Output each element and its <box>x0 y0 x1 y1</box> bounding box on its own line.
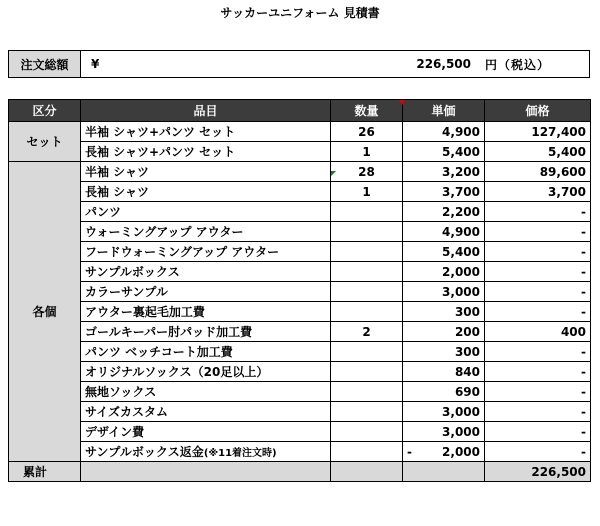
item-cell: デザイン費 <box>81 422 331 442</box>
item-cell: サイズカスタム <box>81 402 331 422</box>
unit-price-cell: 200 <box>403 322 485 342</box>
price-cell: - <box>485 422 591 442</box>
grand-total-blank <box>403 462 485 482</box>
item-cell: アウター裏起毛加工費 <box>81 302 331 322</box>
unit-price-cell: 3,700 <box>403 182 485 202</box>
unit-price-value: 2,000 <box>442 444 480 459</box>
price-cell: - <box>485 402 591 422</box>
unit-price-cell: 3,000 <box>403 282 485 302</box>
header-unit-price: 単価 <box>403 100 485 122</box>
unit-price-cell: 5,400 <box>403 242 485 262</box>
unit-price-cell: 300 <box>403 342 485 362</box>
price-cell: - <box>485 282 591 302</box>
category-cell-set: セット <box>9 122 81 162</box>
table-row <box>9 322 591 342</box>
qty-cell <box>331 302 403 322</box>
qty-cell: 26 <box>331 122 403 142</box>
page-title: サッカーユニフォーム 見積書 <box>220 6 380 20</box>
unit-price-cell: 3,000 <box>403 402 485 422</box>
order-total-box <box>8 50 590 78</box>
grand-total-blank <box>331 462 403 482</box>
table-row <box>9 242 591 262</box>
unit-price-cell: 690 <box>403 382 485 402</box>
price-cell: - <box>485 222 591 242</box>
comment-marker-icon <box>331 171 336 176</box>
table-row <box>9 362 591 382</box>
item-cell: カラーサンプル <box>81 282 331 302</box>
unit-price-cell: 4,900 <box>403 122 485 142</box>
item-cell: 長袖 シャツ+パンツ セット <box>81 142 331 162</box>
grand-total-row <box>9 462 591 482</box>
qty-cell: 1 <box>331 142 403 162</box>
item-cell: サンプルボックス <box>81 262 331 282</box>
unit-price-cell: 3,200 <box>403 162 485 182</box>
item-cell: 半袖 シャツ <box>81 162 331 182</box>
qty-cell: 2 <box>331 322 403 342</box>
item-label: サンプルボックス返金 <box>85 445 204 459</box>
qty-cell <box>331 282 403 302</box>
header-item: 品目 <box>81 100 331 122</box>
price-cell: - <box>485 262 591 282</box>
item-cell: オリジナルソックス（20足以上） <box>81 362 331 382</box>
price-cell: - <box>485 342 591 362</box>
qty-cell <box>331 222 403 242</box>
item-cell: フードウォーミングアップ アウター <box>81 242 331 262</box>
order-total-amount: 226,500 <box>416 57 471 71</box>
qty-cell: 28 <box>331 162 403 182</box>
item-cell: パンツ <box>81 202 331 222</box>
grand-total-label: 累計 <box>9 462 81 482</box>
unit-price-prefix: - <box>407 444 412 459</box>
table-row <box>9 342 591 362</box>
unit-price-cell: 300 <box>403 302 485 322</box>
item-note: (※11着注文時) <box>203 448 277 459</box>
table-row <box>9 382 591 402</box>
qty-cell <box>331 422 403 442</box>
header-category: 区分 <box>9 100 81 122</box>
qty-cell <box>331 342 403 362</box>
table-row <box>9 142 591 162</box>
price-cell: 127,400 <box>485 122 591 142</box>
qty-cell <box>331 382 403 402</box>
qty-cell <box>331 362 403 382</box>
price-cell: - <box>485 242 591 262</box>
table-row <box>9 122 591 142</box>
table-row <box>9 282 591 302</box>
table-header-row <box>9 100 591 122</box>
unit-price-cell <box>403 442 485 462</box>
price-cell: 89,600 <box>485 162 591 182</box>
grand-total-blank <box>81 462 331 482</box>
unit-price-cell: 3,000 <box>403 422 485 442</box>
qty-cell: 1 <box>331 182 403 202</box>
price-cell: - <box>485 302 591 322</box>
price-cell: 400 <box>485 322 591 342</box>
price-cell: 5,400 <box>485 142 591 162</box>
table-row <box>9 422 591 442</box>
estimate-table <box>8 99 591 482</box>
table-row <box>9 162 591 182</box>
unit-price-cell: 5,400 <box>403 142 485 162</box>
table-row <box>9 222 591 242</box>
price-cell: 3,700 <box>485 182 591 202</box>
unit-price-cell: 4,900 <box>403 222 485 242</box>
table-body <box>9 122 591 482</box>
item-cell: 無地ソックス <box>81 382 331 402</box>
item-cell: パンツ ベッチコート加工費 <box>81 342 331 362</box>
table-row <box>9 202 591 222</box>
order-total-label: 注文総額 <box>9 51 81 77</box>
unit-price-cell: 2,000 <box>403 262 485 282</box>
comment-marker-icon <box>398 100 403 105</box>
price-cell: - <box>485 362 591 382</box>
table-row <box>9 262 591 282</box>
price-cell: - <box>485 202 591 222</box>
unit-price-cell: 840 <box>403 362 485 382</box>
table-row <box>9 402 591 422</box>
item-cell: 長袖 シャツ <box>81 182 331 202</box>
table-row <box>9 302 591 322</box>
unit-price-cell: 2,200 <box>403 202 485 222</box>
qty-cell <box>331 242 403 262</box>
order-total-unit: 円（税込） <box>485 57 551 72</box>
header-qty: 数量 <box>331 100 403 122</box>
yen-symbol: ¥ <box>91 57 100 71</box>
table-row <box>9 182 591 202</box>
category-cell-individual: 各個 <box>9 162 81 462</box>
qty-cell <box>331 402 403 422</box>
grand-total-price: 226,500 <box>485 462 591 482</box>
unit-price-split <box>407 445 480 459</box>
item-cell <box>81 442 331 462</box>
item-cell: ゴールキーパー肘パッド加工費 <box>81 322 331 342</box>
price-cell: - <box>485 442 591 462</box>
header-price: 価格 <box>485 100 591 122</box>
item-cell: 半袖 シャツ+パンツ セット <box>81 122 331 142</box>
qty-cell <box>331 442 403 462</box>
qty-cell <box>331 262 403 282</box>
price-cell: - <box>485 382 591 402</box>
table-row <box>9 442 591 462</box>
qty-cell <box>331 202 403 222</box>
item-cell: ウォーミングアップ アウター <box>81 222 331 242</box>
